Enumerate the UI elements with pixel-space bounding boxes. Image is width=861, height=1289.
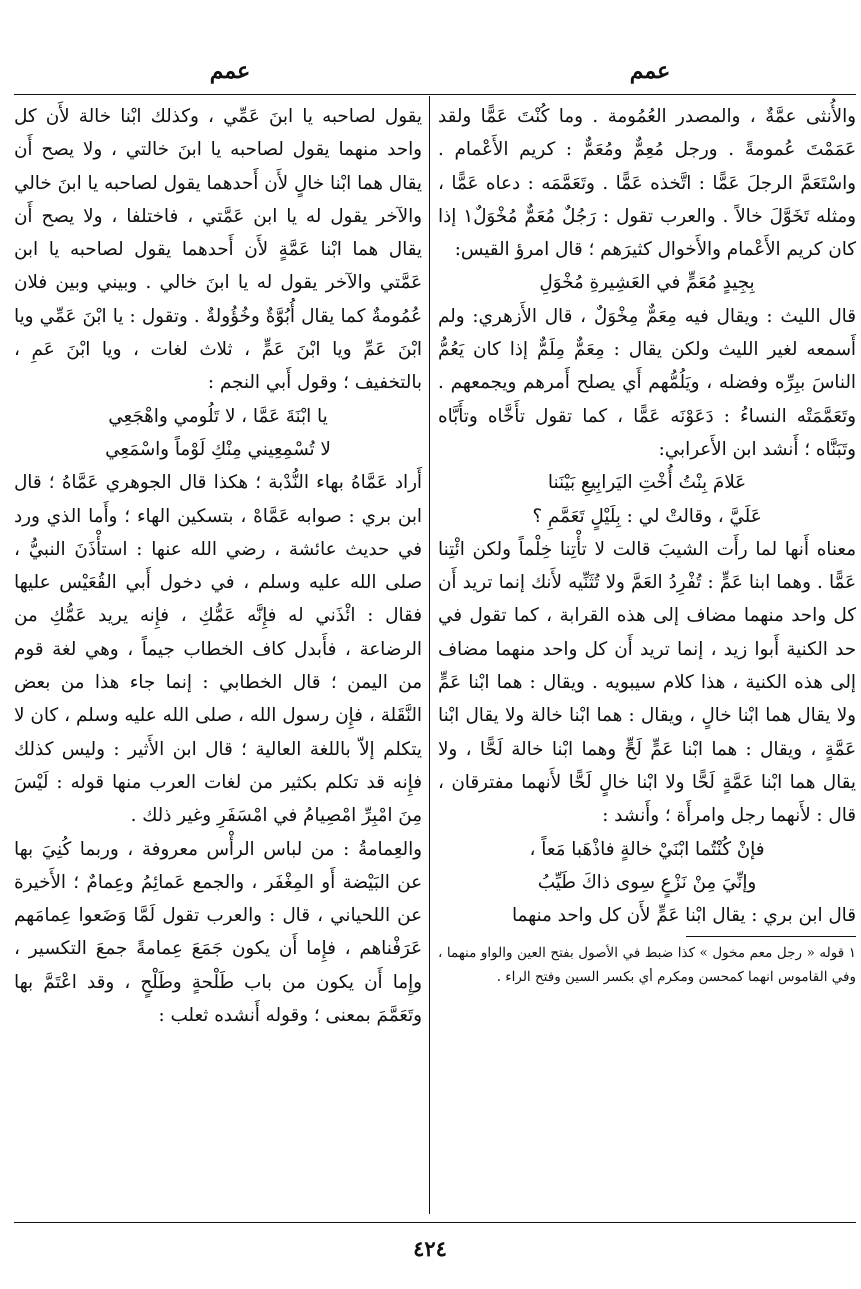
running-head-left: عمم [209,58,251,84]
verse-line: يا ابْنَةَ عَمَّا ، لا تَلُومي واهْجَعِي [108,405,328,427]
paragraph: قال الليث : ويقال فيه مِعَمٌّ مِخْوَلٌ ، قال الأَزهري: ولم أَسمعه لغير الليث ولكن يقال : مِعَمٌّ مِلَمٌّ إذا كان يَعُمُّ الناسَ ببِرِّه وفضله ، ويَلُمُّهم أَي يصلح أَمرهم ويجمعهم . وتَعَمَّمَتْه النساءُ : دَعَوْنَه عَمًّا ، كما تقول تأَخَّاه وتأَبَّاه وتَبَنَّاه ؛ أَنشد ابن الأَعرابي: [438,305,856,460]
paragraph: معناه أَنها لما رأَت الشيبَ قالت لا تأْتِنا خِلْماً ولكن ائْتِنا عَمًّا . وهما ابنا عَمٍّ : تُفْرِدُ العَمَّ ولا تُثَنِّيه لأَنك إنما تريد أَن كل واحد منهما مضاف إلى هذه القرابة ، كما تقول في حد الكنية أَبوا زيد ، إنما تريد أَن كل واحد منهما مضاف إلى هذه الكنية ، هذا كلام سيبويه . ويقال : هما ابْنا عَمٍّ ولا يقال هما ابْنا خالٍ ، ويقال : هما ابْنا خالة ولا يقال ابْنا عَمَّةٍ ، ويقال : هما ابْنا عَمٍّ لَحٍّ وهما ابْنا خالة لَحًّا ، ولا يقال هما ابْنا عَمَّةٍ لَحًّا ولا ابْنا خالٍ لَحًّا لأَنهما مفترقان ، قال : لأَنهما رجل وامرأَة ؛ وأَنشد : [438,538,856,827]
left-column [14,100,422,1032]
column-divider [429,96,430,1214]
paragraph: والأُنثى عمَّةٌ ، والمصدر العُمُومة . وما كُنْتَ عَمًّا ولقد عَمَمْتَ عُمومةً . ورجل مُعِمٌّ ومُعَمٌّ : كريم الأَعْمام . واسْتَعَمَّ الرجلَ عَمًّا : اتَّخذه عَمًّا . وتَعَمَّمَه : دعاه عَمًّا ، ومثله تَخَوَّلَ خالاً . والعرب تقول : رَجُلٌ مُعَمٌّ مُخْوَلٌ١ إذا كان كريم الأَعْمام والأَخوال كثيرَهم ؛ قال امرؤ القيس: [438,106,856,261]
paragraph: أَراد عَمَّاهُ بهاء النُّدْبة ؛ هكذا قال الجوهري عَمَّاهُ ؛ قال ابن بري : صوابه عَمَّاهْ ، بتسكين الهاء ؛ وأَما الذي ورد في حديث عائشة ، رضي الله عنها : استأْذَنَ النبيُّ ، صلى الله عليه وسلم ، في دخول أَبي القُعَيْس عليها فقال : ائْذَني له فإِنَّه عَمُّكِ ، فإِنه يريد عَمُّكِ من الرضاعة ، فأَبدل كاف الخطاب جيماً ، وهي لغة قوم من اليمن ؛ قال الخطابي : إنما جاء هذا من بعض النَّقَلة ، فإِن رسول الله ، صلى الله عليه وسلم ، كان لا يتكلم إلاّ باللغة العالية ؛ قال ابن الأَثير : وليس كذلك فإِنه قد تكلم بكثير من لغات العرب منها قوله : لَيْسَ مِنَ امْبِرِّ امْصِيامُ في امْسَفَرِ وغير ذلك . [14,472,422,827]
verse-line: بِجِيدٍ مُعَمٍّ في العَشِيرةِ مُخْوَلِ [539,272,755,294]
footnote-rule [686,936,856,937]
top-rule [14,94,856,95]
footnote: ١ قوله « رجل معم مخول » كذا ضبط في الأصول بفتح العين والواو منهما ، وفي القاموس انهما كمحسن ومكرم أي بكسر السين وفتح الراء . [438,945,856,986]
verse-line: عَلامَ بِنْتُ أُخْتِ اليَرابِيعِ بَيْنَنا [547,472,747,494]
right-column [438,100,856,989]
paragraph: يقول لصاحبه يا ابنَ عَمِّي ، وكذلك ابْنا خالة لأَن كل واحد منهما يقول لصاحبه يا ابنَ خالتي ، ولا يصح أَن يقال هما ابْنا خالٍ لأَن أَحدهما يقول لصاحبه يا ابنَ خالي والآخر يقول له يا ابن عَمَّتي ، فاختلفا ، ولا يصح أَن يقال هما ابْنا عَمَّةٍ لأَن أَحدهما يقول لصاحبه يا ابن عَمَّتي والآخر يقول له يا ابنَ خالي . وبيني وبين فلان عُمُومةٌ كما يقال أُبُوَّةٌ وخُؤُولةٌ . وتقول : يا ابْنَ عَمِّي ويا ابْنَ عَمِّ ويا ابْنَ عَمٍّ ، ثلاث لغات ، ويا ابْنَ عَمِ ، بالتخفيف ؛ وقول أَبي النجم : [14,106,422,394]
bottom-rule [14,1222,856,1223]
verse-line: وإنِّيَ مِنْ نَزْعٍ سِوى ذاكَ طَيِّبُ [537,871,757,893]
verse-line: عَلَيَّ ، وقالتْ لي : بِلَيْلٍ تَعَمَّمِ ؟ [532,505,762,527]
paragraph: والعِمامةُ : من لباس الرأْس معروفة ، وربما كُنِيَ بها عن البَيْضة أَو المِغْفَر ، والجمع عَمائِمُ وعِمامٌ ؛ الأَخيرة عن اللحياني ، قال : والعرب تقول لَمَّا وَضَعوا عِمامَهم عَرَفْناهم ، فإِما أَن يكون جَمَعَ عِمامةً جمعَ التكسير ، وإِما أَن يكون من باب طَلْحةٍ وطَلْحٍ ، وقد اعْتَمَّ بها وتَعَمَّمَ بمعنى ؛ وقوله أَنشده ثعلب : [14,838,422,1027]
paragraph: قال ابن بري : يقال ابْنا عَمٍّ لأَن كل واحد منهما [511,905,856,927]
page-number: ٤٢٤ [413,1236,447,1261]
verse-line: فإنْ كُنْتُما ابْنَيْ خالةٍ فاذْهَبا مَعاً ، [529,838,765,860]
running-head-right: عمم [629,58,671,84]
verse-line: لا تُسْمِعِيني مِنْكِ لَوْماً واسْمَعِي [105,438,331,460]
